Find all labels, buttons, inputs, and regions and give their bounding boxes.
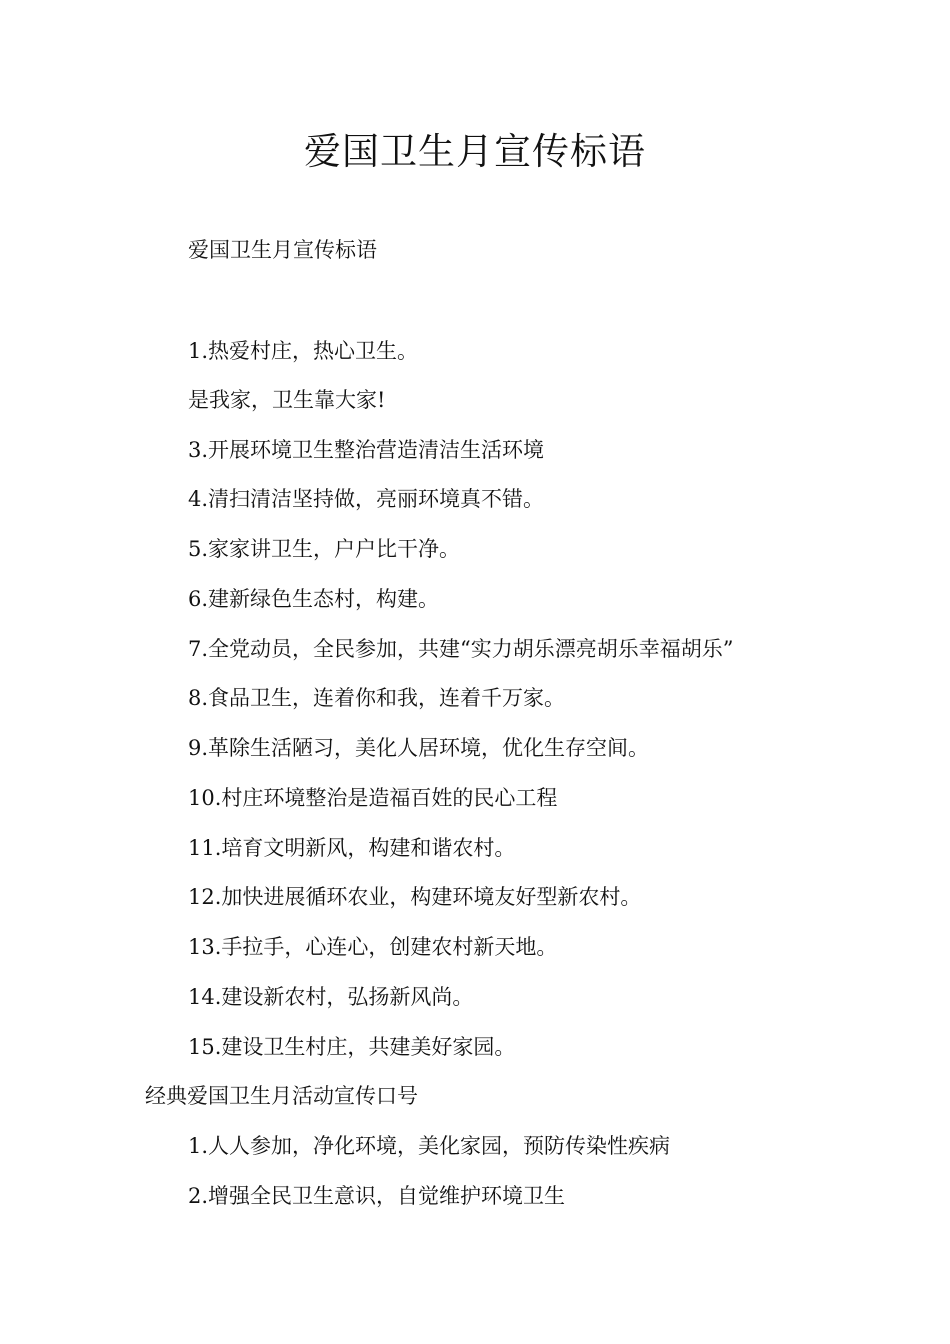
section-heading: 经典爱国卫生月活动宣传口号: [145, 1084, 418, 1108]
document-subtitle: 爱国卫生月宣传标语: [188, 238, 377, 262]
slogan-line: 15.建设卫生村庄，共建美好家园。: [188, 1035, 516, 1059]
slogan-line: 9.革除生活陋习，美化人居环境，优化生存空间。: [188, 736, 650, 760]
slogan-line: 6.建新绿色生态村，构建。: [188, 587, 440, 611]
slogan-line: 3.开展环境卫生整治营造清洁生活环境: [188, 438, 545, 462]
slogan-line: 5.家家讲卫生，户户比干净。: [188, 537, 461, 561]
slogan-line: 8.食品卫生，连着你和我，连着千万家。: [188, 686, 566, 710]
slogan-line: 7.全党动员，全民参加，共建“实力胡乐漂亮胡乐幸福胡乐”: [188, 637, 734, 661]
slogan-line: 10.村庄环境整治是造福百姓的民心工程: [188, 786, 558, 810]
document-title: 爱国卫生月宣传标语: [304, 130, 646, 173]
slogan-line: 4.清扫清洁坚持做，亮丽环境真不错。: [188, 487, 545, 511]
slogan-line: 14.建设新农村，弘扬新风尚。: [188, 985, 474, 1009]
slogan-line: 1.热爱村庄，热心卫生。: [188, 339, 419, 363]
slogan-line: 是我家，卫生靠大家!: [188, 388, 386, 412]
slogan-line: 13.手拉手，心连心，创建农村新天地。: [188, 935, 558, 959]
slogan-line: 11.培育文明新风，构建和谐农村。: [188, 836, 516, 860]
slogan-line: 2.增强全民卫生意识，自觉维护环境卫生: [188, 1184, 566, 1208]
slogan-line: 12.加快进展循环农业，构建环境友好型新农村。: [188, 885, 642, 909]
slogan-line: 1.人人参加，净化环境，美化家园，预防传染性疾病: [188, 1134, 671, 1158]
